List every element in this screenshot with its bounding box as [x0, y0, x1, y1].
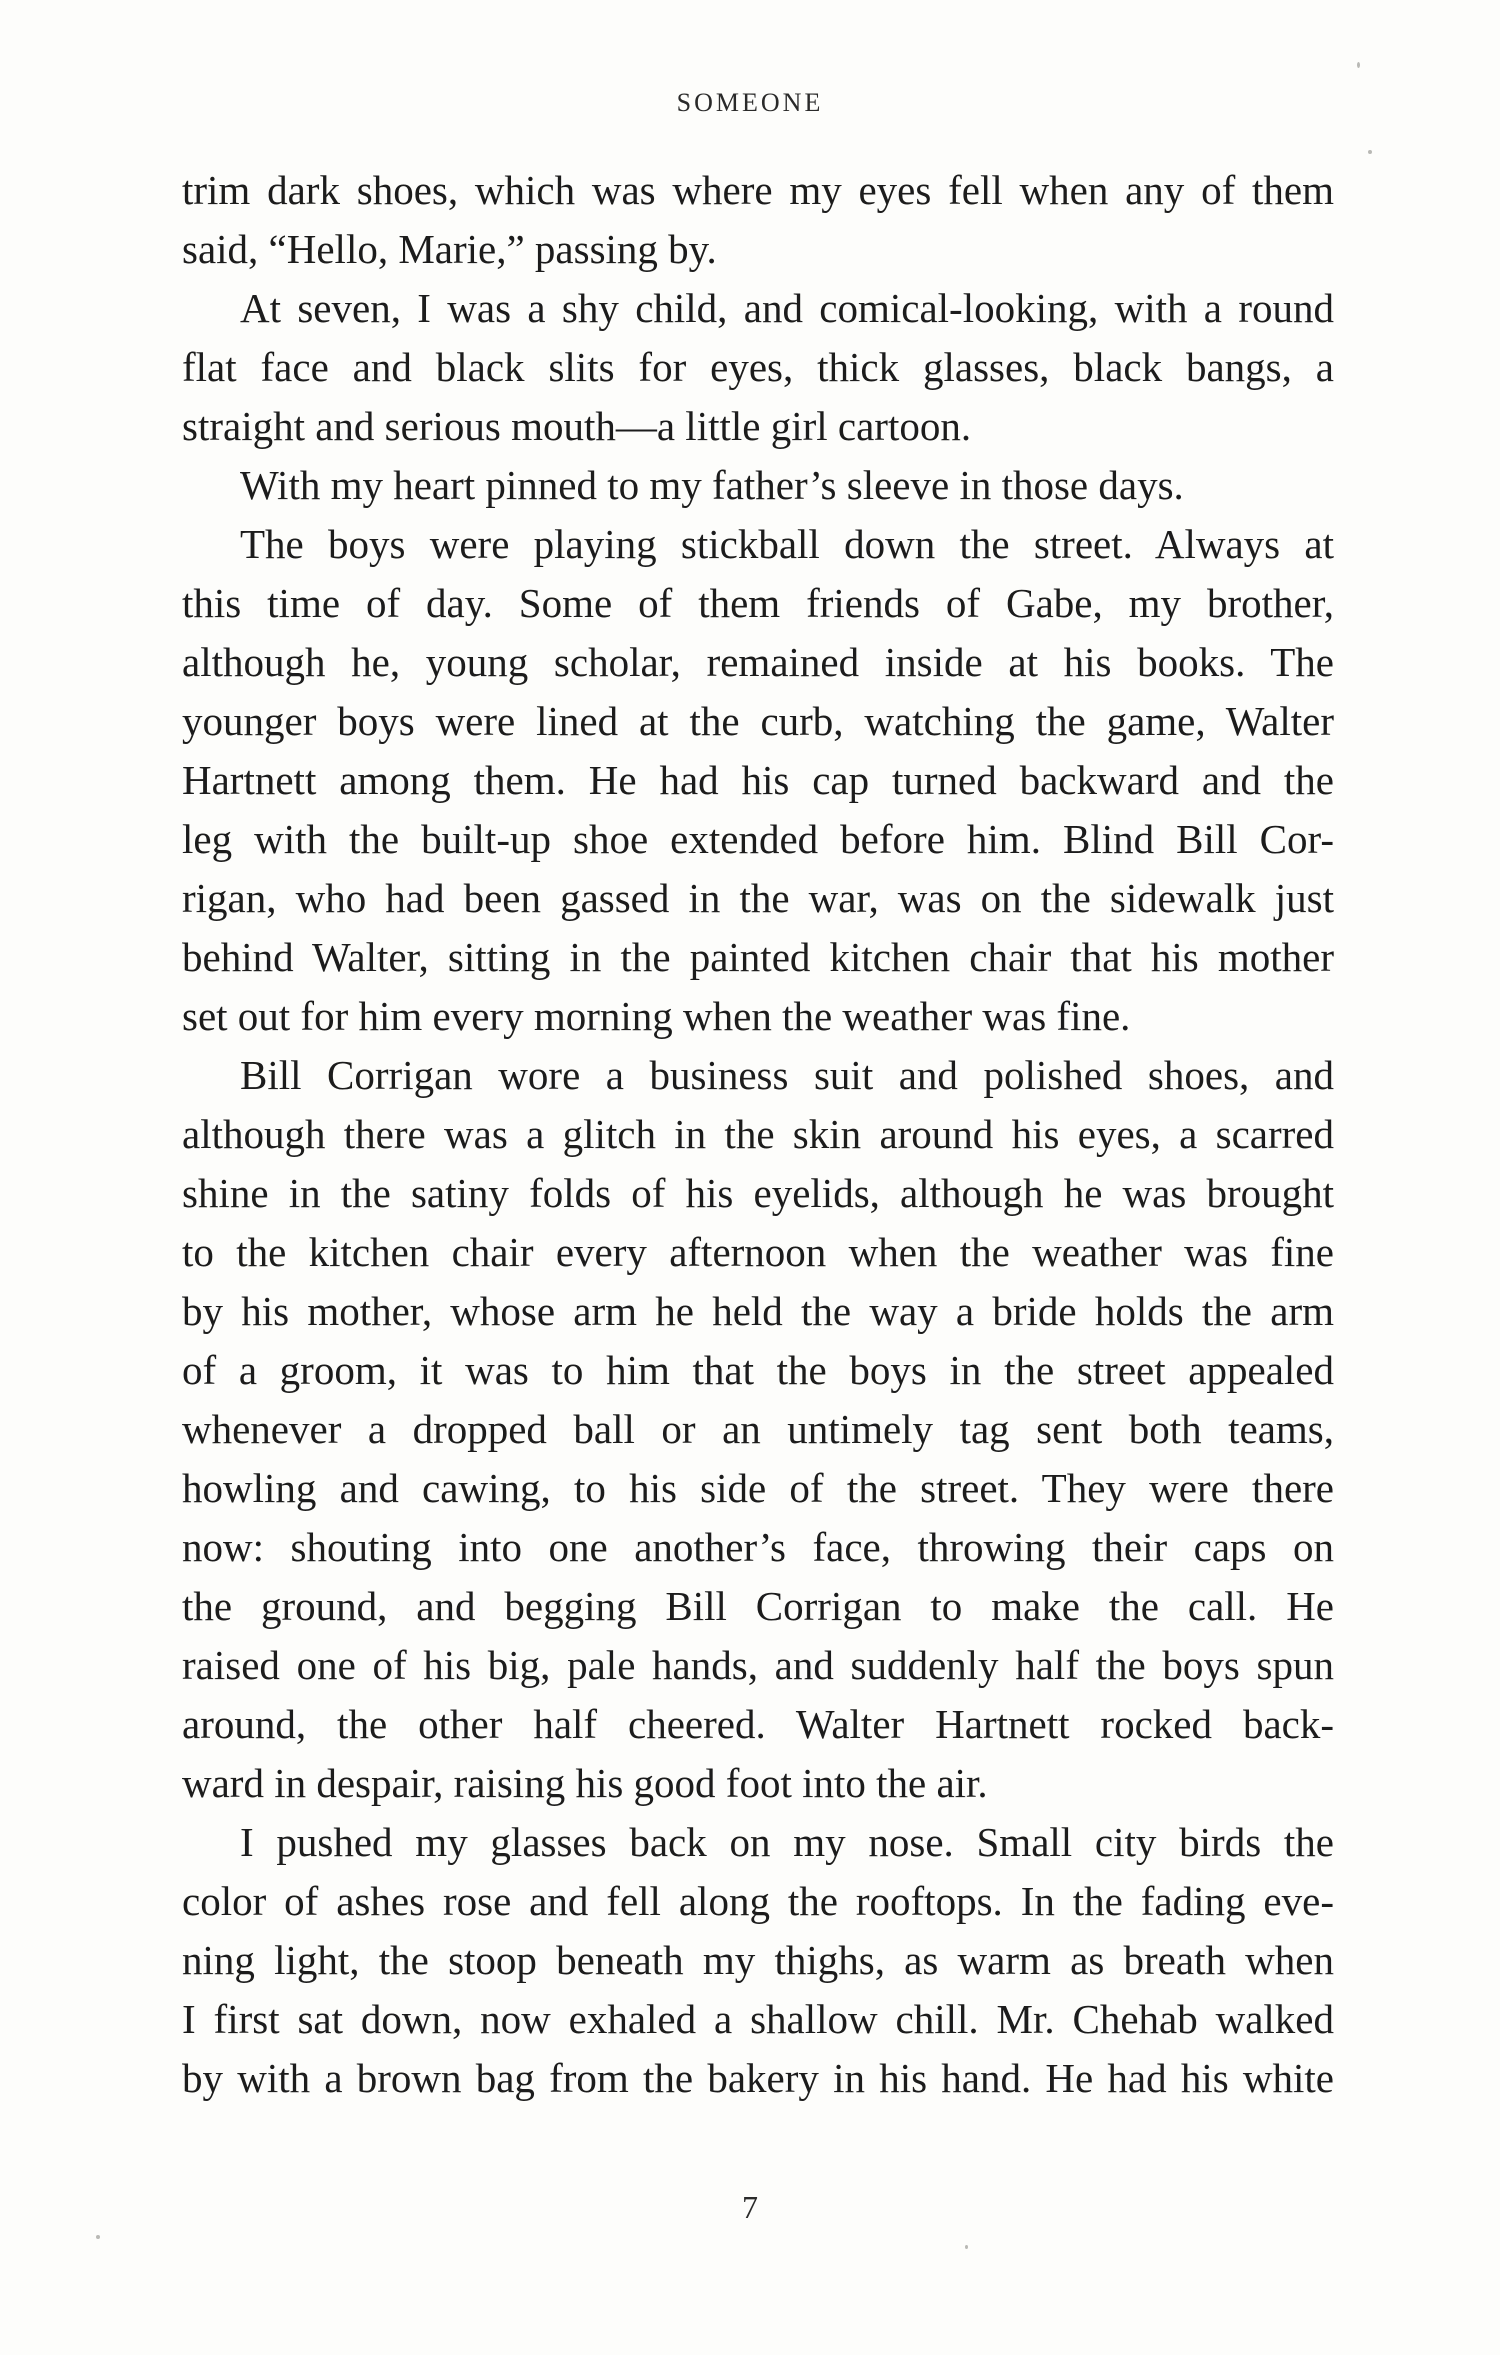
text-line: whenever a dropped ball or an untimely tag sent both teams, — [182, 1406, 1334, 1452]
text-line: At seven, I was a shy child, and comical-looking, with a round — [240, 285, 1334, 331]
text-line: Hartnett among them. He had his cap turned backward and the — [182, 757, 1334, 803]
running-head: SOMEONE — [676, 88, 824, 117]
text-line: straight and serious mouth—a little girl cartoon. — [182, 403, 972, 449]
text-line: ward in despair, raising his good foot into the air. — [182, 1760, 988, 1806]
text-line: the ground, and begging Bill Corrigan to make the call. He — [182, 1583, 1334, 1629]
text-line: color of ashes rose and fell along the rooftops. In the fading eve- — [182, 1878, 1334, 1924]
text-line: now: shouting into one another’s face, throwing their caps on — [182, 1524, 1334, 1570]
body-text — [182, 161, 1334, 2108]
text-line: younger boys were lined at the curb, watching the game, Walter — [182, 698, 1334, 744]
page-number: 7 — [742, 2189, 758, 2225]
text-line: rigan, who had been gassed in the war, was on the sidewalk just — [182, 875, 1334, 921]
text-line: although he, young scholar, remained inside at his books. The — [182, 639, 1334, 685]
paragraph — [182, 1046, 1334, 1813]
text-line: said, “Hello, Marie,” passing by. — [182, 226, 717, 272]
text-line: behind Walter, sitting in the painted kitchen chair that his mother — [182, 934, 1334, 980]
text-line: although there was a glitch in the skin around his eyes, a scarred — [182, 1111, 1334, 1157]
text-line: this time of day. Some of them friends of Gabe, my brother, — [182, 580, 1334, 626]
text-line: I first sat down, now exhaled a shallow chill. Mr. Chehab walked — [182, 1996, 1334, 2042]
text-line: ning light, the stoop beneath my thighs, as warm as breath when — [182, 1937, 1334, 1983]
paragraph — [182, 1813, 1334, 2108]
text-line: howling and cawing, to his side of the street. They were there — [182, 1465, 1334, 1511]
text-line: Bill Corrigan wore a business suit and polished shoes, and — [240, 1052, 1334, 1098]
scan-speck — [1357, 62, 1360, 68]
paragraph — [182, 515, 1334, 1046]
paragraph — [182, 279, 1334, 456]
scan-speck — [1368, 150, 1372, 154]
text-line: trim dark shoes, which was where my eyes fell when any of them — [182, 167, 1334, 213]
text-line: raised one of his big, pale hands, and suddenly half the boys spun — [182, 1642, 1334, 1688]
text-line: shine in the satiny folds of his eyelids, although he was brought — [182, 1170, 1334, 1216]
text-line: flat face and black slits for eyes, thick glasses, black bangs, a — [182, 344, 1334, 390]
text-line: I pushed my glasses back on my nose. Small city birds the — [240, 1819, 1334, 1865]
text-line: set out for him every morning when the weather was fine. — [182, 993, 1131, 1039]
scan-speck — [96, 2235, 100, 2239]
scan-speck — [965, 2245, 968, 2249]
paragraph — [182, 161, 1334, 279]
text-line: to the kitchen chair every afternoon when the weather was fine — [182, 1229, 1334, 1275]
text-line: leg with the built-up shoe extended before him. Blind Bill Cor- — [182, 816, 1334, 862]
text-line: by with a brown bag from the bakery in his hand. He had his white — [182, 2055, 1334, 2101]
text-line: around, the other half cheered. Walter Hartnett rocked back- — [182, 1701, 1334, 1747]
text-line: of a groom, it was to him that the boys in the street appealed — [182, 1347, 1334, 1393]
text-line: The boys were playing stickball down the street. Always at — [240, 521, 1334, 567]
text-line: With my heart pinned to my father’s sleeve in those days. — [240, 462, 1184, 508]
paragraph — [182, 456, 1334, 515]
text-line: by his mother, whose arm he held the way a bride holds the arm — [182, 1288, 1334, 1334]
